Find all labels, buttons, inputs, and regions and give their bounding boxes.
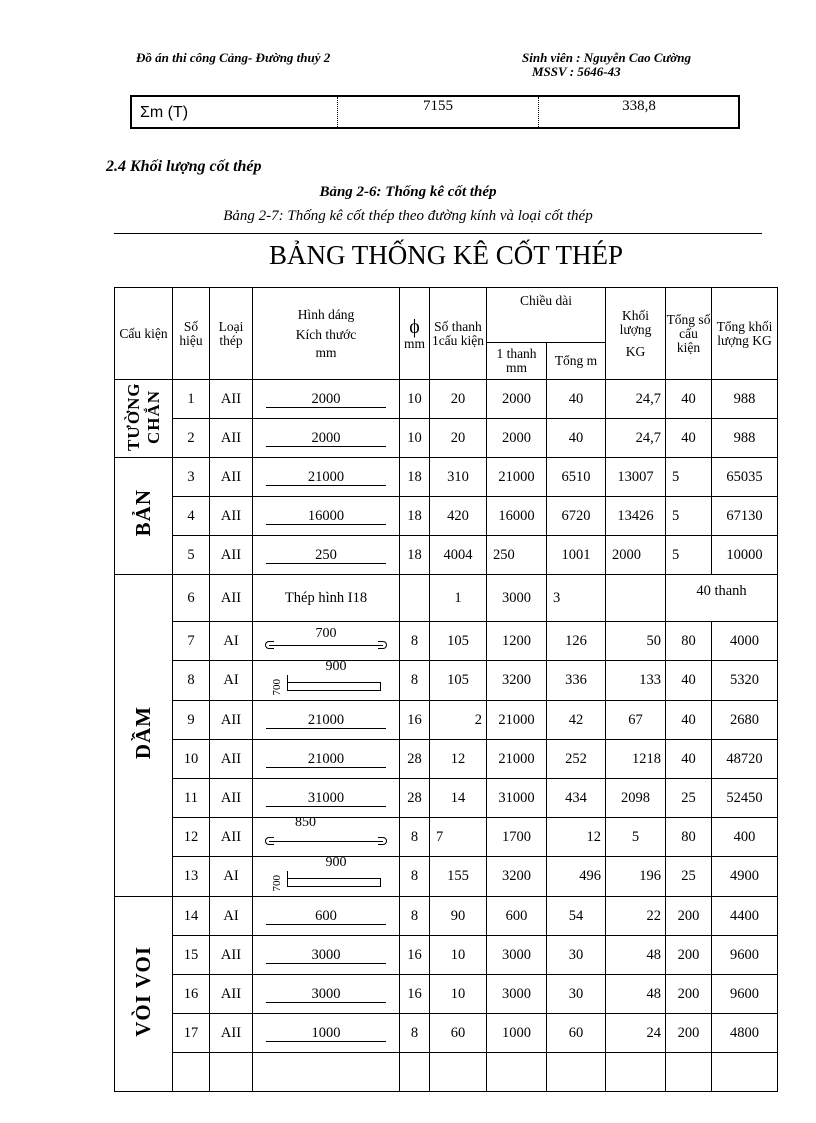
cell-shape bbox=[253, 622, 400, 661]
caption-table-2-6: Bảng 2-6: Thống kê cốt thép bbox=[319, 184, 497, 200]
cell-type: AII bbox=[210, 1014, 253, 1053]
cell-len: 21000 bbox=[487, 740, 547, 779]
stirrup-body bbox=[287, 682, 381, 691]
cell-no: 3 bbox=[173, 458, 210, 497]
shape-vertical-label: 700 bbox=[271, 678, 283, 695]
bar-line bbox=[269, 841, 383, 842]
cell-len: 2000 bbox=[487, 380, 547, 419]
mm-label: mm bbox=[315, 344, 337, 360]
cell-len: 1000 bbox=[487, 1014, 547, 1053]
col-loai-thep: Loại thép bbox=[210, 288, 253, 380]
straight-bar: 16000 bbox=[266, 508, 386, 525]
cell-no: 6 bbox=[173, 575, 210, 622]
cell-total: 496 bbox=[547, 857, 606, 897]
table-row bbox=[115, 497, 778, 536]
straight-bar: 250 bbox=[266, 547, 386, 564]
cell-mass: 22 bbox=[606, 897, 666, 936]
cell-n: 7 bbox=[430, 818, 487, 857]
cell-phi: 16 bbox=[400, 975, 430, 1014]
group-label: BẢN bbox=[131, 489, 155, 537]
cell-cnt: 40 bbox=[666, 419, 712, 458]
cell-no: 16 bbox=[173, 975, 210, 1014]
cell-n: 105 bbox=[430, 661, 487, 701]
shape-label: 900 bbox=[325, 855, 347, 870]
col-so-hieu: Số hiệu bbox=[173, 288, 210, 380]
cell-type: AII bbox=[210, 458, 253, 497]
cell-type: AI bbox=[210, 661, 253, 701]
cell-n: 20 bbox=[430, 380, 487, 419]
cell-tmass: 988 bbox=[712, 419, 778, 458]
cell-mass: 196 bbox=[606, 857, 666, 897]
cell-n: 105 bbox=[430, 622, 487, 661]
cell-no: 17 bbox=[173, 1014, 210, 1053]
cell-no: 14 bbox=[173, 897, 210, 936]
cell-n: 310 bbox=[430, 458, 487, 497]
cell-phi: 8 bbox=[400, 857, 430, 897]
cell-no: 9 bbox=[173, 701, 210, 740]
straight-bar: 1000 bbox=[266, 1025, 386, 1042]
cell-empty bbox=[547, 1053, 606, 1092]
cell-n: 155 bbox=[430, 857, 487, 897]
cell-shape bbox=[253, 857, 400, 897]
khoi-luong-label: Khối lượng bbox=[619, 307, 652, 337]
cell-shape: Thép hình I18 bbox=[253, 575, 400, 622]
cell-cnt: 40 bbox=[666, 701, 712, 740]
cell-mass: 13007 bbox=[606, 458, 666, 497]
cell-len: 3200 bbox=[487, 857, 547, 897]
cell-empty bbox=[173, 1053, 210, 1092]
straight-bar: 21000 bbox=[266, 712, 386, 729]
cell-mass: 48 bbox=[606, 936, 666, 975]
table-row bbox=[115, 575, 778, 622]
col-khoi-luong bbox=[606, 288, 666, 380]
cell-shape bbox=[253, 458, 400, 497]
cell-type: AII bbox=[210, 497, 253, 536]
cell-n: 20 bbox=[430, 419, 487, 458]
cell-empty bbox=[253, 1053, 400, 1092]
cell-len: 3000 bbox=[487, 975, 547, 1014]
cell-n: 2 bbox=[430, 701, 487, 740]
straight-bar: 2000 bbox=[266, 430, 386, 447]
table-row bbox=[115, 936, 778, 975]
table-row bbox=[115, 536, 778, 575]
section-title: 2.4 Khối lượng cốt thép bbox=[106, 158, 262, 175]
cell-tmass: 4900 bbox=[712, 857, 778, 897]
cell-type: AII bbox=[210, 575, 253, 622]
col-phi bbox=[400, 288, 430, 380]
cell-no: 2 bbox=[173, 419, 210, 458]
group-ban bbox=[115, 458, 173, 575]
cell-shape bbox=[253, 897, 400, 936]
table-row bbox=[115, 1014, 778, 1053]
col-so-thanh: Số thanh 1cấu kiện bbox=[430, 288, 487, 380]
cell-shape bbox=[253, 661, 400, 701]
cell-shape bbox=[253, 975, 400, 1014]
cell-mass: 24,7 bbox=[606, 419, 666, 458]
cell-type: AII bbox=[210, 936, 253, 975]
cell-total: 3 bbox=[547, 575, 606, 622]
table-row-empty bbox=[115, 1053, 778, 1092]
hooked-bar-icon bbox=[265, 814, 387, 845]
straight-bar: 31000 bbox=[266, 790, 386, 807]
cell-len: 21000 bbox=[487, 458, 547, 497]
cell-len: 250 bbox=[487, 536, 547, 575]
kg-label: KG bbox=[625, 343, 646, 359]
table-title: BẢNG THỐNG KÊ CỐT THÉP bbox=[268, 240, 624, 270]
group-label: TƯỜNG CHẮN bbox=[123, 381, 163, 451]
cell-cnt: 200 bbox=[666, 936, 712, 975]
table-row bbox=[115, 740, 778, 779]
cell-cnt: 80 bbox=[666, 622, 712, 661]
cell-type: AI bbox=[210, 857, 253, 897]
cell-phi: 16 bbox=[400, 701, 430, 740]
cell-total: 6720 bbox=[547, 497, 606, 536]
cell-cnt: 200 bbox=[666, 1014, 712, 1053]
cell-merged: 40 thanh bbox=[666, 575, 778, 622]
stirrup-shape-icon bbox=[271, 661, 381, 695]
sum-val1: 7155 bbox=[337, 97, 538, 127]
cell-phi: 8 bbox=[400, 1014, 430, 1053]
table-row bbox=[115, 897, 778, 936]
cell-n: 12 bbox=[430, 740, 487, 779]
cell-tmass: 4000 bbox=[712, 622, 778, 661]
cell-empty bbox=[606, 1053, 666, 1092]
header-left: Đồ án thi công Cảng- Đường thuỷ 2 bbox=[136, 50, 331, 65]
cell-phi: 18 bbox=[400, 536, 430, 575]
cell-mass: 67 bbox=[606, 701, 666, 740]
kich-thuoc-label: Kích thước bbox=[295, 326, 357, 342]
header-row bbox=[115, 288, 778, 343]
cell-tmass: 48720 bbox=[712, 740, 778, 779]
cell-len: 1200 bbox=[487, 622, 547, 661]
cell-len: 3000 bbox=[487, 936, 547, 975]
cell-cnt: 25 bbox=[666, 779, 712, 818]
straight-bar: 600 bbox=[266, 908, 386, 925]
cell-shape bbox=[253, 701, 400, 740]
divider bbox=[114, 233, 762, 234]
group-label: DẦM bbox=[131, 705, 155, 760]
cell-cnt: 200 bbox=[666, 897, 712, 936]
cell-total: 434 bbox=[547, 779, 606, 818]
sum-val2: 338,8 bbox=[538, 97, 739, 127]
cell-tmass: 65035 bbox=[712, 458, 778, 497]
cell-tmass: 988 bbox=[712, 380, 778, 419]
cell-tmass: 4400 bbox=[712, 897, 778, 936]
stirrup-body bbox=[287, 878, 381, 887]
cell-n: 60 bbox=[430, 1014, 487, 1053]
cell-len: 16000 bbox=[487, 497, 547, 536]
shape-label: 700 bbox=[315, 625, 337, 641]
cell-no: 8 bbox=[173, 661, 210, 701]
cell-shape bbox=[253, 779, 400, 818]
cell-type: AII bbox=[210, 536, 253, 575]
straight-bar: 3000 bbox=[266, 986, 386, 1003]
cell-no: 13 bbox=[173, 857, 210, 897]
straight-bar: 21000 bbox=[266, 469, 386, 486]
cell-n: 10 bbox=[430, 975, 487, 1014]
cell-no: 1 bbox=[173, 380, 210, 419]
cell-no: 4 bbox=[173, 497, 210, 536]
cell-type: AII bbox=[210, 975, 253, 1014]
cell-tmass: 9600 bbox=[712, 936, 778, 975]
cell-mass: 13426 bbox=[606, 497, 666, 536]
shape-label: 850 bbox=[295, 814, 316, 830]
cell-empty bbox=[666, 1053, 712, 1092]
cell-mass: 24 bbox=[606, 1014, 666, 1053]
table-row bbox=[115, 622, 778, 661]
cell-mass: 24,7 bbox=[606, 380, 666, 419]
cell-phi: 8 bbox=[400, 661, 430, 701]
cell-phi: 8 bbox=[400, 897, 430, 936]
shape-vertical-label: 700 bbox=[271, 874, 283, 891]
cell-tmass: 400 bbox=[712, 818, 778, 857]
cell-shape bbox=[253, 936, 400, 975]
hook-right bbox=[378, 641, 387, 649]
cell-total: 30 bbox=[547, 936, 606, 975]
table-row bbox=[115, 779, 778, 818]
straight-bar: 21000 bbox=[266, 751, 386, 768]
cell-total: 126 bbox=[547, 622, 606, 661]
group-voi-voi bbox=[115, 897, 173, 1092]
cell-mass: 2098 bbox=[606, 779, 666, 818]
col-tong-m: Tổng m bbox=[547, 343, 606, 380]
cell-len: 31000 bbox=[487, 779, 547, 818]
cell-phi: 18 bbox=[400, 497, 430, 536]
cell-cnt: 5 bbox=[666, 536, 712, 575]
col-tong-so: Tổng số cấu kiện bbox=[666, 288, 712, 380]
cell-total: 252 bbox=[547, 740, 606, 779]
cell-no: 10 bbox=[173, 740, 210, 779]
cell-no: 15 bbox=[173, 936, 210, 975]
shape-label: 900 bbox=[325, 659, 347, 674]
cell-shape bbox=[253, 497, 400, 536]
cell-cnt: 80 bbox=[666, 818, 712, 857]
table-row bbox=[115, 380, 778, 419]
cell-total: 12 bbox=[547, 818, 606, 857]
cell-n: 90 bbox=[430, 897, 487, 936]
sum-row bbox=[130, 95, 740, 129]
cell-mass: 5 bbox=[606, 818, 666, 857]
cell-type: AI bbox=[210, 897, 253, 936]
cell-shape bbox=[253, 740, 400, 779]
caption-table-2-7: Bảng 2-7: Thống kê cốt thép theo đường kính và loại cốt thép bbox=[223, 208, 593, 224]
cell-type: AII bbox=[210, 701, 253, 740]
header-student-id: MSSV : 5646-43 bbox=[532, 64, 621, 79]
cell-n: 14 bbox=[430, 779, 487, 818]
table-row bbox=[115, 458, 778, 497]
bar-line bbox=[269, 645, 383, 646]
cell-mass bbox=[606, 575, 666, 622]
cell-shape bbox=[253, 419, 400, 458]
cell-len: 600 bbox=[487, 897, 547, 936]
hook-right bbox=[378, 837, 387, 845]
cell-total: 1001 bbox=[547, 536, 606, 575]
table-row bbox=[115, 661, 778, 701]
cell-type: AII bbox=[210, 380, 253, 419]
cell-no: 5 bbox=[173, 536, 210, 575]
cell-type: AII bbox=[210, 779, 253, 818]
hooked-bar-icon bbox=[265, 625, 387, 649]
cell-tmass: 5320 bbox=[712, 661, 778, 701]
cell-total: 336 bbox=[547, 661, 606, 701]
cell-tmass: 9600 bbox=[712, 975, 778, 1014]
group-tuong-chan bbox=[115, 380, 173, 458]
cell-total: 40 bbox=[547, 380, 606, 419]
cell-phi: 28 bbox=[400, 779, 430, 818]
cell-empty bbox=[430, 1053, 487, 1092]
cell-type: AII bbox=[210, 419, 253, 458]
cell-len: 3200 bbox=[487, 661, 547, 701]
col-chieu-dai: Chiều dài bbox=[487, 288, 606, 343]
cell-phi: 8 bbox=[400, 622, 430, 661]
cell-len: 1700 bbox=[487, 818, 547, 857]
cell-shape bbox=[253, 536, 400, 575]
cell-mass: 133 bbox=[606, 661, 666, 701]
cell-empty bbox=[400, 1053, 430, 1092]
cell-phi: 8 bbox=[400, 818, 430, 857]
group-label: VÒI VOI bbox=[131, 945, 155, 1037]
cell-phi: 10 bbox=[400, 380, 430, 419]
cell-shape bbox=[253, 380, 400, 419]
cell-cnt: 40 bbox=[666, 661, 712, 701]
cell-no: 11 bbox=[173, 779, 210, 818]
cell-n: 420 bbox=[430, 497, 487, 536]
header-student-name: Sinh viên : Nguyễn Cao Cường bbox=[522, 50, 691, 65]
col-cau-kien: Cấu kiện bbox=[115, 288, 173, 380]
cell-empty bbox=[210, 1053, 253, 1092]
cell-phi: 16 bbox=[400, 936, 430, 975]
straight-bar: 2000 bbox=[266, 391, 386, 408]
table-row bbox=[115, 975, 778, 1014]
cell-mass: 50 bbox=[606, 622, 666, 661]
cell-tmass: 52450 bbox=[712, 779, 778, 818]
cell-mass: 1218 bbox=[606, 740, 666, 779]
sum-label: Σm (T) bbox=[140, 104, 189, 121]
cell-cnt: 25 bbox=[666, 857, 712, 897]
cell-mass: 2000 bbox=[606, 536, 666, 575]
col-1-thanh: 1 thanh mm bbox=[487, 343, 547, 380]
cell-n: 1 bbox=[430, 575, 487, 622]
cell-shape bbox=[253, 814, 400, 857]
table-row bbox=[115, 419, 778, 458]
cell-total: 30 bbox=[547, 975, 606, 1014]
table-row bbox=[115, 857, 778, 897]
cell-phi: 10 bbox=[400, 419, 430, 458]
cell-total: 54 bbox=[547, 897, 606, 936]
cell-cnt: 5 bbox=[666, 458, 712, 497]
cell-no: 7 bbox=[173, 622, 210, 661]
straight-bar: 3000 bbox=[266, 947, 386, 964]
col-hinh-dang bbox=[253, 288, 400, 380]
cell-cnt: 40 bbox=[666, 380, 712, 419]
cell-cnt: 200 bbox=[666, 975, 712, 1014]
cell-total: 40 bbox=[547, 419, 606, 458]
cell-len: 2000 bbox=[487, 419, 547, 458]
cell-tmass: 4800 bbox=[712, 1014, 778, 1053]
cell-shape bbox=[253, 1014, 400, 1053]
cell-type: AII bbox=[210, 818, 253, 857]
phi-symbol: ϕ bbox=[409, 315, 420, 338]
group-dam bbox=[115, 575, 173, 897]
cell-no: 12 bbox=[173, 818, 210, 857]
cell-empty bbox=[712, 1053, 778, 1092]
cell-cnt: 40 bbox=[666, 740, 712, 779]
cell-len: 3000 bbox=[487, 575, 547, 622]
cell-phi: 28 bbox=[400, 740, 430, 779]
col-tong-khoi-luong: Tổng khối lượng KG bbox=[712, 288, 778, 380]
cell-type: AI bbox=[210, 622, 253, 661]
cell-tmass: 10000 bbox=[712, 536, 778, 575]
cell-type: AII bbox=[210, 740, 253, 779]
stirrup-shape-icon bbox=[271, 857, 381, 891]
cell-n: 4004 bbox=[430, 536, 487, 575]
cell-total: 6510 bbox=[547, 458, 606, 497]
cell-tmass: 2680 bbox=[712, 701, 778, 740]
cell-n: 10 bbox=[430, 936, 487, 975]
phi-unit: mm bbox=[403, 335, 425, 351]
cell-phi bbox=[400, 575, 430, 622]
cell-len: 21000 bbox=[487, 701, 547, 740]
cell-phi: 18 bbox=[400, 458, 430, 497]
rebar-table bbox=[114, 287, 778, 1092]
cell-cnt: 5 bbox=[666, 497, 712, 536]
cell-empty bbox=[487, 1053, 547, 1092]
cell-tmass: 67130 bbox=[712, 497, 778, 536]
cell-mass: 48 bbox=[606, 975, 666, 1014]
table-row bbox=[115, 701, 778, 740]
hinh-dang-label: Hình dáng bbox=[297, 306, 355, 322]
cell-total: 42 bbox=[547, 701, 606, 740]
cell-total: 60 bbox=[547, 1014, 606, 1053]
table-row bbox=[115, 818, 778, 857]
